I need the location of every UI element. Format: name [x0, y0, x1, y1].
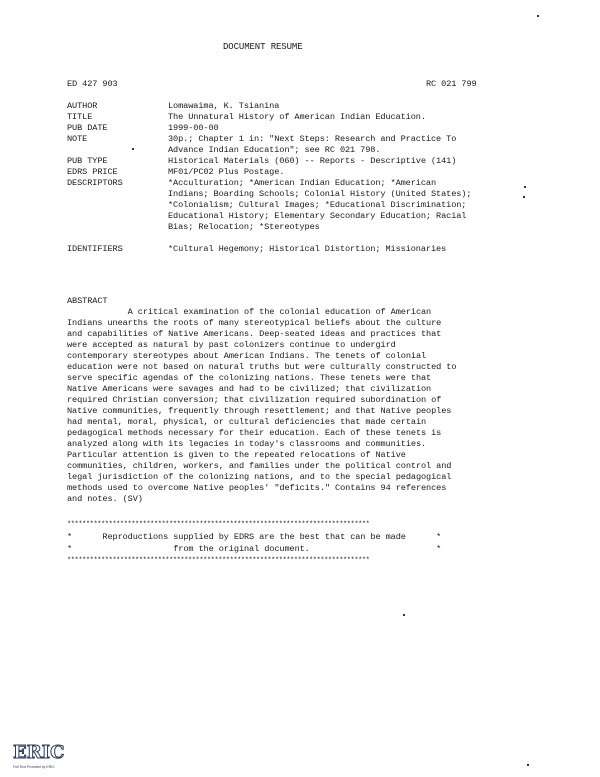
field-value-line: MF01/PC02 Plus Postage.: [168, 167, 285, 177]
field-value-line: 30p.; Chapter 1 in: "Next Steps: Research and Practice To: [168, 134, 457, 144]
eric-logo-text: ERIC: [13, 742, 65, 763]
abstract-line: and notes. (SV): [67, 494, 143, 504]
abstract-line: and capabilities of Native Americans. Deep-seated ideas and practices that: [67, 329, 442, 339]
abstract-line: communities, children, workers, and families under the political control and: [67, 461, 452, 471]
rc-number: RC 021 799: [426, 79, 477, 89]
field-label: DESCRIPTORS: [67, 178, 123, 188]
abstract-line: serve specific agendas of the colonizing nations. These tenets were that: [67, 373, 432, 383]
field-value-line: Lomawaima, K. Tsianina: [168, 101, 280, 111]
field-value-line: *Colonialism; Cultural Images; *Educational Discrimination;: [168, 200, 467, 210]
field-value-line: The Unnatural History of American Indian Education.: [168, 112, 426, 122]
scan-speck: [132, 148, 134, 150]
field-label: PUB TYPE: [67, 156, 108, 166]
field-label: NOTE: [67, 134, 88, 144]
ed-number: ED 427 903: [67, 79, 118, 89]
abstract-line: required Christian conversion; that civilization required subordination of: [67, 395, 442, 405]
abstract-line: Indians unearths the roots of many stereotypical beliefs about the culture: [67, 318, 442, 328]
abstract-line: pedagogical methods necessary for their education. Each of these tenets is: [67, 428, 442, 438]
abstract-line: Particular attention is given to the repeated relocations of Native: [67, 450, 406, 460]
abstract-line: were accepted as natural by past colonizers continue to undergird: [67, 340, 396, 350]
abstract-line: contemporary stereotypes about American Indians. The tenets of colonial: [67, 351, 427, 361]
abstract-line: education were not based on natural truths but were culturally constructed to: [67, 362, 457, 372]
abstract-label: ABSTRACT: [67, 296, 108, 306]
document-heading: DOCUMENT RESUME: [223, 42, 303, 52]
abstract-line: legal jurisdiction of the colonizing nations, and to the special pedagogical: [67, 472, 452, 482]
scan-speck: [524, 186, 526, 188]
abstract-line: had mental, moral, physical, or cultural deficiencies that made certain: [67, 417, 427, 427]
scan-speck: [527, 764, 529, 766]
field-value-line: *Acculturation; *American Indian Education; *American: [168, 178, 437, 188]
field-value-line: Advance Indian Education"; see RC 021 798.: [168, 145, 381, 155]
field-label: EDRS PRICE: [67, 167, 118, 177]
abstract-line: analyzed along with its legacies in today's classrooms and communities.: [67, 439, 427, 449]
field-label: TITLE: [67, 112, 93, 122]
field-value-line: 1999-00-00: [168, 123, 219, 133]
scan-speck: [523, 196, 525, 198]
field-value-line: Historical Materials (060) -- Reports - Descriptive (141): [168, 156, 457, 166]
field-label: PUB DATE: [67, 123, 108, 133]
abstract-line: A critical examination of the colonial education of American: [67, 307, 432, 317]
eric-logo: [12, 738, 65, 772]
abstract-line: Native Americans were savages and had to be civilized; that civilization: [67, 384, 432, 394]
scan-speck: [403, 614, 405, 616]
abstract-line: Native communities, frequently through resettlement; and that Native peoples: [67, 406, 452, 416]
abstract-line: methods used to overcome Native peoples' "deficits." Contains 94 references: [67, 483, 447, 493]
field-value-line: Educational History; Elementary Secondary Education; Racial: [168, 211, 467, 221]
eric-logo-subtext: Full Text Provided by ERIC: [13, 765, 55, 769]
reproduction-notice-line1: * Reproductions supplied by EDRS are the best that can be made *: [67, 532, 442, 542]
field-value-line: *Cultural Hegemony; Historical Distortion; Missionaries: [168, 244, 447, 254]
field-value-line: Indians; Boarding Schools; Colonial History (United States);: [168, 189, 472, 199]
field-value-line: Bias; Relocation; *Stereotypes: [168, 222, 320, 232]
field-label: IDENTIFIERS: [67, 244, 123, 254]
reproduction-notice-line2: * from the original document. *: [67, 544, 442, 554]
star-rule-bottom: ********************************************************************************: [67, 557, 370, 565]
star-rule-top: ********************************************************************************: [67, 521, 370, 529]
field-label: AUTHOR: [67, 101, 98, 111]
scan-speck: [537, 15, 539, 17]
